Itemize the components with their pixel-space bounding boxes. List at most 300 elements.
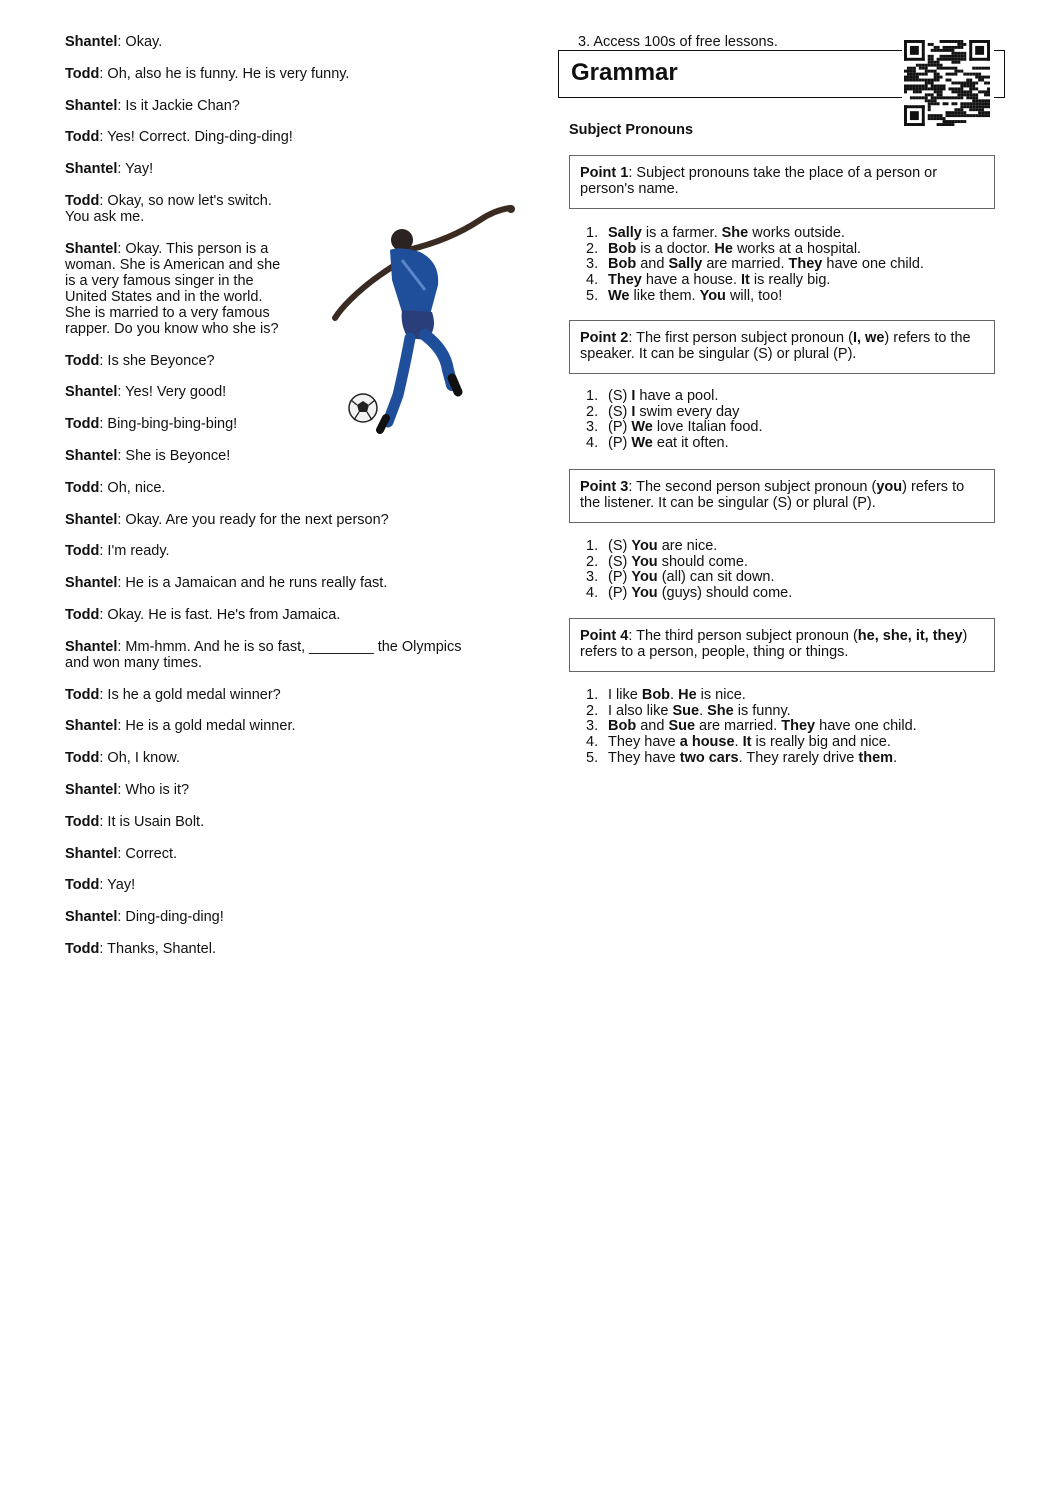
- qr-module: [940, 55, 943, 58]
- qr-module: [954, 82, 957, 85]
- qr-module: [940, 93, 943, 96]
- speaker-name: Shantel: [65, 384, 118, 401]
- qr-module: [948, 46, 951, 49]
- point-text: you: [876, 479, 903, 495]
- qr-module: [984, 76, 987, 79]
- qr-module: [934, 79, 937, 82]
- example-text: is a doctor.: [636, 240, 715, 257]
- qr-module: [931, 93, 934, 96]
- dialogue-text: : Oh, I know.: [99, 750, 180, 767]
- dialogue-text: : Yay!: [99, 877, 136, 894]
- qr-module: [957, 93, 960, 96]
- qr-module: [981, 76, 984, 79]
- qr-module: [922, 67, 925, 70]
- qr-module: [904, 76, 907, 79]
- qr-module: [960, 96, 963, 99]
- qr-module: [934, 76, 937, 79]
- qr-module: [937, 61, 940, 64]
- qr-module: [984, 102, 987, 105]
- qr-module: [919, 84, 922, 87]
- qr-module: [928, 93, 931, 96]
- qr-module: [937, 117, 940, 120]
- qr-module: [937, 73, 940, 76]
- qr-finder: [987, 40, 990, 61]
- qr-module: [946, 73, 949, 76]
- dialogue-line: [65, 782, 525, 798]
- qr-finder: [969, 40, 990, 43]
- example-text: (S): [608, 403, 632, 420]
- qr-module: [934, 99, 937, 102]
- qr-finder: [904, 123, 925, 126]
- example-text: They: [781, 718, 816, 735]
- qr-module: [931, 96, 934, 99]
- qr-module: [910, 73, 913, 76]
- grammar-point-box: [569, 618, 995, 672]
- dialogue-line: [65, 687, 525, 703]
- qr-module: [948, 114, 951, 117]
- dialogue-line: [65, 480, 525, 496]
- point-text: I, we: [852, 330, 885, 346]
- qr-module: [907, 76, 910, 79]
- qr-module: [954, 55, 957, 58]
- qr-module: [910, 70, 913, 73]
- qr-module: [931, 58, 934, 61]
- qr-module: [948, 79, 951, 82]
- example-text: will, too!: [725, 287, 783, 304]
- example-text: (S): [608, 553, 632, 570]
- qr-code-icon[interactable]: [904, 40, 990, 126]
- qr-module: [957, 55, 960, 58]
- qr-module: [975, 93, 978, 96]
- qr-module: [919, 79, 922, 82]
- qr-module: [925, 70, 928, 73]
- qr-module: [916, 84, 919, 87]
- qr-module: [934, 87, 937, 90]
- qr-module: [981, 102, 984, 105]
- qr-module: [957, 96, 960, 99]
- qr-module: [913, 84, 916, 87]
- qr-module: [928, 55, 931, 58]
- example-text: are married.: [702, 256, 789, 273]
- qr-module: [934, 114, 937, 117]
- qr-module: [948, 96, 951, 99]
- speaker-name: Shantel: [65, 575, 118, 592]
- example-text: (P): [608, 419, 632, 436]
- qr-module: [960, 46, 963, 49]
- example-text: Sue: [668, 718, 696, 735]
- qr-module: [963, 43, 966, 46]
- qr-module: [948, 49, 951, 52]
- qr-module: [948, 111, 951, 114]
- qr-module: [981, 108, 984, 111]
- point-label: Point 3: [580, 479, 629, 495]
- qr-module: [969, 82, 972, 85]
- speaker-name: Todd: [65, 686, 100, 703]
- qr-module: [975, 105, 978, 108]
- dialogue-line: [65, 161, 525, 177]
- qr-module: [931, 102, 934, 105]
- point-text: ) refers to the listener. It can be singular (S) or plural (P).: [580, 479, 965, 511]
- qr-module: [916, 90, 919, 93]
- qr-module: [931, 84, 934, 87]
- example-text: You: [631, 569, 658, 586]
- qr-module: [957, 43, 960, 46]
- dialogue-text: : Who is it?: [117, 781, 190, 798]
- qr-module: [919, 67, 922, 70]
- example-text: She: [707, 702, 734, 719]
- qr-module: [940, 123, 943, 126]
- example-text: have one child.: [815, 718, 917, 735]
- example-number: 1.: [586, 388, 599, 404]
- qr-module: [928, 61, 931, 64]
- dialogue-text: : Okay. He is fast. He's from Jamaica.: [99, 606, 341, 623]
- qr-finder: [910, 46, 919, 55]
- qr-module: [975, 114, 978, 117]
- qr-module: [987, 105, 990, 108]
- qr-module: [954, 67, 957, 70]
- qr-module: [966, 82, 969, 85]
- qr-module: [951, 111, 954, 114]
- qr-module: [928, 43, 931, 46]
- example-text: I: [631, 403, 636, 420]
- example-item: [586, 704, 917, 720]
- qr-module: [919, 90, 922, 93]
- qr-module: [913, 96, 916, 99]
- example-item: [586, 273, 924, 289]
- dialogue-text: : Ding-ding-ding!: [117, 909, 224, 926]
- example-text: He: [678, 687, 697, 703]
- dialogue-text: : Okay. This person is a woman. She is American and she is a very famous singer in the United States and in the world. She is married to a very famous rapper. Do you know who she is?: [65, 240, 281, 337]
- qr-module: [931, 61, 934, 64]
- qr-module: [978, 114, 981, 117]
- qr-module: [931, 64, 934, 67]
- qr-module: [913, 90, 916, 93]
- qr-module: [969, 108, 972, 111]
- qr-module: [960, 70, 963, 73]
- qr-finder: [910, 111, 919, 120]
- speaker-name: Shantel: [65, 638, 118, 655]
- qr-module: [943, 102, 946, 105]
- qr-module: [960, 114, 963, 117]
- dialogue-text: : Yay!: [117, 161, 154, 178]
- qr-module: [957, 108, 960, 111]
- example-text: .: [670, 687, 679, 703]
- dialogue-text: : Okay. Are you ready for the next person?: [117, 511, 389, 528]
- qr-finder: [904, 40, 925, 43]
- qr-module: [960, 90, 963, 93]
- qr-module: [916, 76, 919, 79]
- qr-module: [984, 114, 987, 117]
- qr-module: [948, 120, 951, 123]
- player-back-arm: [335, 262, 400, 318]
- qr-module: [934, 46, 937, 49]
- qr-module: [972, 114, 975, 117]
- top-note: 3. Access 100s of free lessons.: [578, 34, 778, 50]
- point-text: he, she, it, they: [857, 628, 963, 644]
- dialogue-text: : Bing-bing-bing-bing!: [99, 416, 238, 433]
- example-number: 3.: [586, 256, 599, 273]
- qr-module: [984, 67, 987, 70]
- qr-module: [928, 105, 931, 108]
- qr-module: [946, 67, 949, 70]
- point-text: ) refers to the speaker. It can be singular (S) or plural (P).: [580, 330, 971, 362]
- soccer-ball-icon: [349, 394, 377, 422]
- example-text: is really big and nice.: [751, 734, 891, 751]
- dialogue-text: : I'm ready.: [99, 543, 170, 560]
- dialogue-line: [65, 66, 525, 82]
- example-text: We: [631, 419, 653, 436]
- qr-module: [972, 84, 975, 87]
- qr-module: [975, 67, 978, 70]
- qr-module: [957, 40, 960, 43]
- qr-module: [954, 96, 957, 99]
- qr-module: [951, 49, 954, 52]
- qr-module: [943, 87, 946, 90]
- qr-module: [910, 87, 913, 90]
- example-text: He: [714, 240, 733, 257]
- qr-module: [963, 120, 966, 123]
- example-number: 3.: [586, 718, 599, 735]
- dialogue-line: [65, 814, 525, 830]
- qr-module: [940, 114, 943, 117]
- qr-module: [913, 70, 916, 73]
- example-item: [586, 570, 792, 586]
- example-text: is really big.: [749, 272, 831, 289]
- grammar-point-box: [569, 155, 995, 209]
- qr-module: [922, 64, 925, 67]
- qr-module: [931, 99, 934, 102]
- example-text: Sally: [608, 225, 642, 241]
- qr-module: [969, 87, 972, 90]
- example-number: 2.: [586, 403, 599, 420]
- qr-module: [963, 55, 966, 58]
- example-text: have a pool.: [635, 388, 719, 404]
- qr-module: [928, 58, 931, 61]
- example-text: are married.: [695, 718, 782, 735]
- example-text: are nice.: [657, 538, 718, 554]
- qr-module: [969, 84, 972, 87]
- qr-module: [925, 79, 928, 82]
- qr-module: [928, 82, 931, 85]
- qr-module: [948, 73, 951, 76]
- qr-module: [910, 67, 913, 70]
- qr-module: [963, 102, 966, 105]
- qr-module: [919, 73, 922, 76]
- qr-module: [946, 49, 949, 52]
- qr-module: [972, 67, 975, 70]
- qr-module: [954, 102, 957, 105]
- qr-module: [931, 70, 934, 73]
- qr-module: [963, 58, 966, 61]
- qr-module: [934, 102, 937, 105]
- example-text: Bob: [608, 240, 637, 257]
- speaker-name: Todd: [65, 877, 100, 894]
- qr-module: [928, 64, 931, 67]
- example-text: We: [608, 287, 630, 304]
- qr-module: [946, 40, 949, 43]
- qr-module: [984, 111, 987, 114]
- qr-module: [963, 90, 966, 93]
- example-item: [586, 226, 924, 242]
- qr-module: [960, 55, 963, 58]
- qr-module: [928, 117, 931, 120]
- qr-module: [937, 49, 940, 52]
- qr-module: [954, 61, 957, 64]
- example-text: .: [893, 749, 898, 766]
- qr-module: [925, 82, 928, 85]
- qr-module: [957, 46, 960, 49]
- point-text: : The third person subject pronoun (: [628, 628, 858, 644]
- speaker-name: Shantel: [65, 34, 118, 50]
- qr-module: [940, 76, 943, 79]
- example-text: (S): [608, 538, 632, 554]
- qr-module: [960, 40, 963, 43]
- qr-module: [987, 93, 990, 96]
- example-text: Sally: [668, 256, 703, 273]
- dialogue-text: : He is a gold medal winner.: [117, 718, 296, 735]
- qr-module: [907, 70, 910, 73]
- qr-module: [966, 79, 969, 82]
- example-text: (P): [608, 585, 632, 602]
- speaker-name: Shantel: [65, 511, 118, 528]
- speaker-name: Todd: [65, 479, 100, 496]
- qr-module: [937, 67, 940, 70]
- player-head: [391, 229, 413, 251]
- qr-module: [972, 93, 975, 96]
- qr-module: [963, 111, 966, 114]
- example-text: eat it often.: [652, 435, 729, 452]
- qr-module: [951, 87, 954, 90]
- qr-module: [987, 111, 990, 114]
- qr-module: [943, 123, 946, 126]
- qr-module: [957, 70, 960, 73]
- example-text: works outside.: [748, 225, 845, 241]
- qr-module: [904, 84, 907, 87]
- qr-module: [937, 90, 940, 93]
- player-kicking-boot: [452, 378, 458, 392]
- qr-module: [931, 43, 934, 46]
- qr-module: [913, 76, 916, 79]
- qr-module: [972, 96, 975, 99]
- qr-module: [943, 67, 946, 70]
- qr-module: [934, 73, 937, 76]
- qr-module: [954, 114, 957, 117]
- example-number: 5.: [586, 287, 599, 304]
- qr-module: [957, 82, 960, 85]
- example-text: a house: [679, 734, 735, 751]
- example-number: 1.: [586, 687, 599, 703]
- qr-module: [928, 108, 931, 111]
- qr-module: [951, 102, 954, 105]
- example-text: is a farmer.: [641, 225, 722, 241]
- example-item: [586, 257, 924, 273]
- qr-module: [916, 87, 919, 90]
- qr-module: [940, 84, 943, 87]
- qr-module: [940, 40, 943, 43]
- qr-module: [925, 84, 928, 87]
- qr-module: [984, 82, 987, 85]
- example-item: [586, 735, 917, 751]
- qr-module: [960, 82, 963, 85]
- example-text: have a house.: [641, 272, 742, 289]
- qr-module: [987, 90, 990, 93]
- dialogue-line: [65, 241, 310, 337]
- grammar-title: Grammar: [571, 59, 678, 86]
- example-text: have one child.: [822, 256, 924, 273]
- qr-module: [925, 93, 928, 96]
- qr-module: [966, 105, 969, 108]
- example-list: [586, 226, 924, 305]
- example-text: I also like: [608, 702, 673, 719]
- point-label: Point 1: [580, 165, 629, 181]
- qr-module: [981, 99, 984, 102]
- qr-module: [922, 73, 925, 76]
- example-number: 4.: [586, 435, 599, 452]
- qr-module: [946, 58, 949, 61]
- qr-module: [943, 46, 946, 49]
- qr-module: [913, 79, 916, 82]
- example-text: Bob: [608, 718, 637, 735]
- dialogue-line: [65, 543, 525, 559]
- qr-module: [960, 111, 963, 114]
- dialogue-text: : Oh, also he is funny. He is very funny.: [99, 65, 350, 82]
- qr-module: [943, 117, 946, 120]
- qr-module: [987, 99, 990, 102]
- example-list: [586, 539, 792, 602]
- example-text: swim every day: [635, 403, 740, 420]
- point-label: Point 2: [580, 330, 629, 346]
- qr-module: [951, 123, 954, 126]
- qr-module: [963, 52, 966, 55]
- qr-module: [969, 93, 972, 96]
- qr-module: [951, 67, 954, 70]
- example-list: [586, 389, 763, 452]
- example-text: is funny.: [733, 702, 791, 719]
- example-text: I: [631, 388, 636, 404]
- example-text: Bob: [641, 687, 671, 703]
- dialogue-text: : Okay, so now let's switch. You ask me.: [65, 192, 272, 225]
- qr-module: [934, 49, 937, 52]
- qr-module: [954, 111, 957, 114]
- dialogue-line: [65, 877, 525, 893]
- subject-pronouns-heading: Subject Pronouns: [569, 122, 694, 138]
- qr-module: [963, 84, 966, 87]
- qr-module: [951, 61, 954, 64]
- qr-finder: [969, 58, 990, 61]
- qr-module: [966, 84, 969, 87]
- qr-module: [934, 90, 937, 93]
- example-item: [586, 688, 917, 704]
- qr-module: [984, 90, 987, 93]
- qr-module: [948, 123, 951, 126]
- qr-module: [946, 111, 949, 114]
- qr-module: [951, 58, 954, 61]
- qr-module: [960, 93, 963, 96]
- qr-module: [931, 117, 934, 120]
- qr-module: [978, 102, 981, 105]
- speaker-name: Todd: [65, 416, 100, 433]
- speaker-name: Todd: [65, 606, 100, 623]
- qr-module: [931, 82, 934, 85]
- qr-module: [981, 79, 984, 82]
- qr-module: [946, 114, 949, 117]
- qr-module: [963, 93, 966, 96]
- dialogue-text: : Is it Jackie Chan?: [117, 97, 240, 114]
- example-text: You: [631, 538, 658, 554]
- example-text: (guys) should come.: [657, 585, 793, 602]
- qr-module: [948, 87, 951, 90]
- qr-module: [937, 102, 940, 105]
